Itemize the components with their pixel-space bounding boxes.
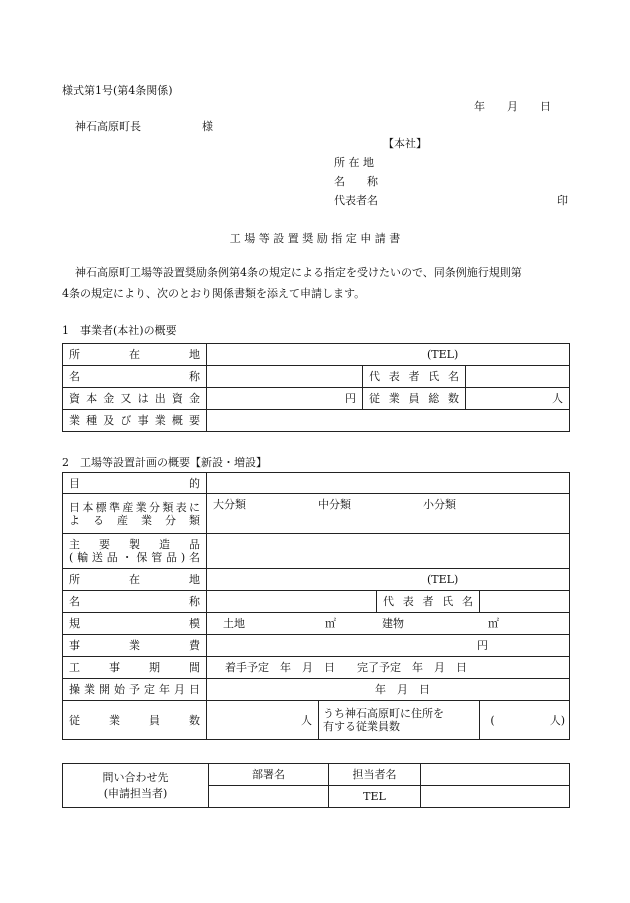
s2-op-start-date: 年 月 日 [375, 683, 430, 696]
section1-heading: 1 事業者(本社)の概要 [62, 324, 177, 337]
s1-address-value [207, 344, 570, 366]
contact-label-1: 問い合わせ先 [102, 770, 169, 784]
s2-land-label: 土地 [223, 617, 245, 630]
s2-local-label [319, 701, 480, 740]
s2-local-label-1: うち神石高原町に住所を [323, 707, 444, 720]
s2-classification-value [207, 494, 570, 534]
s2-finish-date: 年 月 日 [412, 661, 467, 674]
s2-op-start-value [207, 679, 570, 701]
s1-rep-label: 代表者氏名 [369, 370, 459, 383]
s2-op-start-label: 操業開始予定年月日 [69, 683, 200, 696]
s2-classification-label-2: よる産業分類 [69, 513, 200, 527]
contact-tel-value [421, 786, 570, 808]
s2-product-label-1: 主要製造品 [69, 538, 200, 551]
s2-yen-unit: 円 [477, 639, 488, 652]
s2-purpose-value [207, 473, 570, 494]
s2-period-value [207, 657, 570, 679]
s1-name-label: 名称 [69, 370, 200, 383]
seal-mark: 印 [557, 194, 568, 207]
contact-dept-label: 部署名 [209, 764, 329, 786]
applicant-address-label: 所 在 地 [334, 156, 374, 169]
intro-line-2: 4条の規定により、次のとおり関係書類を添えて申請します。 [62, 287, 366, 300]
s2-local-value [480, 701, 570, 740]
s1-person-unit: 人 [552, 392, 564, 405]
s2-employees-value [207, 701, 319, 740]
section2-table [62, 472, 570, 740]
s2-cost-value [207, 635, 570, 657]
s2-classification-label-1: 日本標準産業分類表に [69, 500, 200, 514]
s2-person-unit: 人 [301, 713, 312, 727]
s2-major-class: 大分類 [213, 498, 246, 511]
s2-address-label: 所在地 [69, 573, 200, 586]
document-title: 工 場 等 設 置 奨 励 指 定 申 請 書 [229, 232, 401, 245]
s2-tel-label: (TEL) [427, 573, 459, 586]
s2-cost-label: 事業費 [69, 639, 200, 652]
s2-scale-value [207, 613, 570, 635]
contact-tel-label: TEL [329, 786, 421, 808]
s2-local-person: ( 人) [490, 713, 565, 727]
s1-business-value [207, 410, 570, 432]
applicant-rep-label: 代表者名 [334, 194, 378, 207]
s2-rep-label: 代表者氏名 [383, 595, 473, 608]
s2-address-value [207, 569, 570, 591]
s2-land-unit: ㎡ [325, 617, 336, 630]
s1-capital-label: 資本金又は出資金 [69, 392, 200, 405]
s1-address-label: 所在地 [69, 348, 200, 361]
form-number: 様式第1号(第4条関係) [62, 84, 173, 97]
date-line: 年 月 日 [474, 100, 551, 113]
contact-label-2: (申請担当者) [103, 786, 168, 800]
s2-minor-class: 小分類 [423, 498, 456, 511]
contact-table [62, 763, 570, 808]
s2-period-label: 工事期間 [69, 661, 200, 674]
s2-middle-class: 中分類 [318, 498, 351, 511]
intro-line-1: 神石高原町工場等設置奨励条例第4条の規定による指定を受けたいので、同条例施行規則第 [75, 266, 522, 279]
section2-heading: 2 工場等設置計画の概要【新設・増設】 [62, 456, 267, 469]
s2-rep-value [480, 591, 570, 613]
s2-product-label-2: (輸送品・保管品)名 [69, 551, 200, 564]
s2-start-label: 着手予定 [225, 661, 269, 674]
contact-person-value [421, 764, 570, 786]
section1-table [62, 343, 570, 432]
applicant-name-label: 名 称 [334, 175, 378, 188]
s2-local-label-2: 有する従業員数 [323, 720, 400, 733]
s2-name-label: 名称 [69, 595, 200, 608]
addressee: 神石高原町長 [75, 120, 141, 133]
s1-yen-unit: 円 [345, 392, 356, 405]
s1-business-label: 業種及び事業概要 [69, 414, 200, 427]
contact-dept-value [209, 786, 329, 808]
s1-capital-value [207, 388, 363, 410]
s1-rep-value [466, 366, 570, 388]
honorific: 様 [202, 120, 213, 133]
s1-tel-label: (TEL) [427, 348, 459, 361]
s1-name-value [207, 366, 363, 388]
s2-building-label: 建物 [382, 617, 404, 630]
s2-product-value [207, 534, 570, 569]
s2-scale-label: 規模 [69, 617, 200, 630]
s2-name-value [207, 591, 377, 613]
s2-building-unit: ㎡ [488, 617, 499, 630]
s1-employees-value [466, 388, 570, 410]
s2-start-date: 年 月 日 [280, 661, 335, 674]
honsha-label: 【本社】 [383, 137, 427, 150]
contact-label [63, 764, 209, 808]
s2-purpose-label: 目的 [69, 476, 200, 490]
s2-finish-label: 完了予定 [357, 661, 401, 674]
contact-person-label: 担当者名 [329, 764, 421, 786]
s1-employees-label: 従業員総数 [369, 392, 459, 405]
s2-employees-label: 従業員数 [69, 713, 200, 727]
